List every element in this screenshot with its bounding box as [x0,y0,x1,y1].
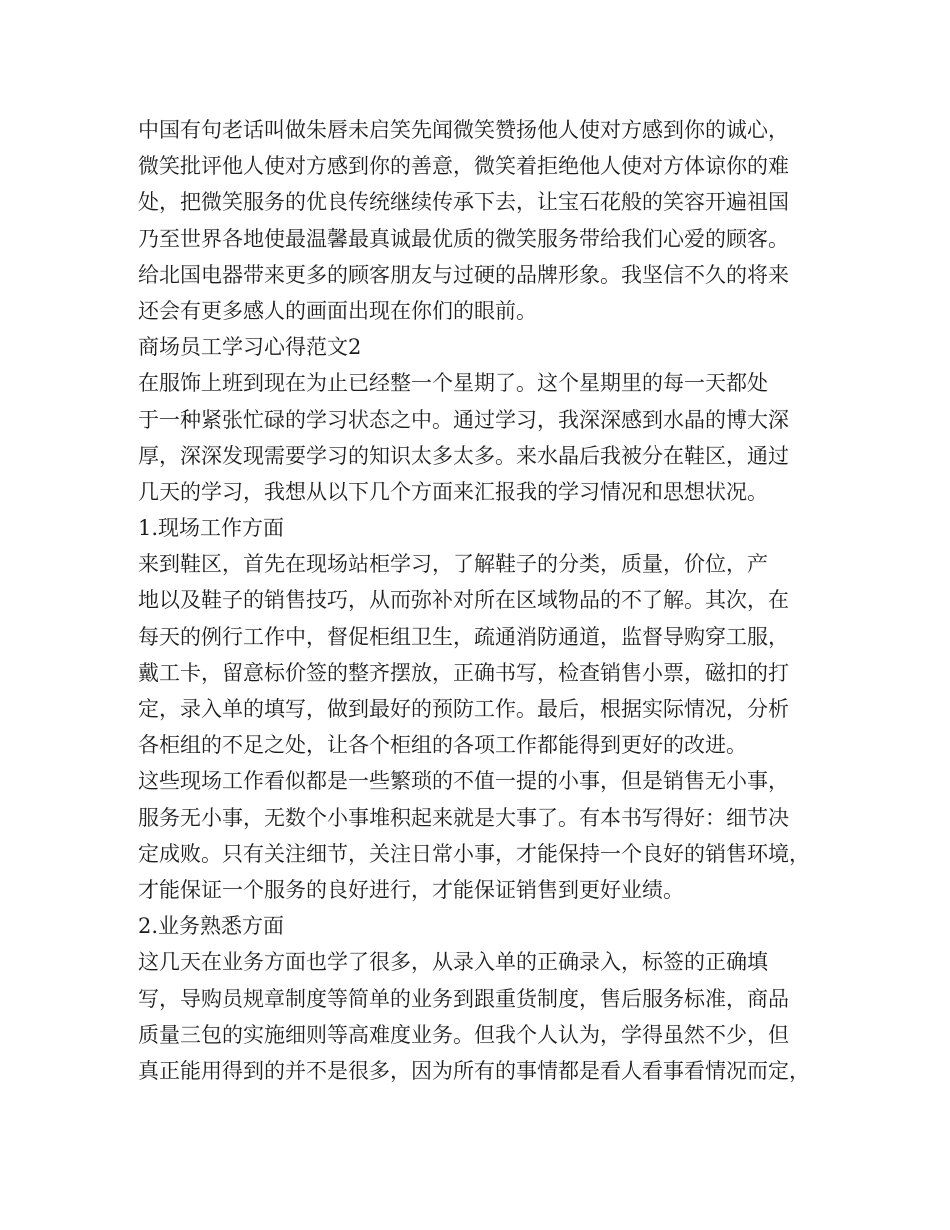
section-heading: 1.现场工作方面 [138,516,285,541]
paragraph-line: 真正能用得到的并不是很多，因为所有的事情都是看人看事看情况而定， [138,1058,810,1083]
paragraph-line: 处，把微笑服务的优良传统继续传承下去，让宝石花般的笑容开遍祖国 [138,190,789,215]
paragraph-line: 在服饰上班到现在为止已经整一个星期了。这个星期里的每一天都处 [138,371,768,396]
article-title: 商场员工学习心得范文2 [138,335,362,360]
paragraph-line: 给北国电器带来更多的顾客朋友与过硬的品牌形象。我坚信不久的将来 [138,262,789,287]
paragraph-line: 质量三包的实施细则等高难度业务。但我个人认为，学得虽然不少，但 [138,1022,789,1047]
paragraph-line: 还会有更多感人的画面出现在你们的眼前。 [138,298,537,323]
paragraph-line: 才能保证一个服务的良好进行，才能保证销售到更好业绩。 [138,877,684,902]
paragraph-line: 每天的例行工作中，督促柜组卫生，疏通消防通道，监督导购穿工服， [138,624,789,649]
paragraph-line: 来到鞋区，首先在现场站柜学习，了解鞋子的分类，质量，价位，产 [138,552,768,577]
paragraph-line: 戴工卡，留意标价签的整齐摆放，正确书写，检查销售小票，磁扣的打 [138,660,789,685]
paragraph-line: 中国有句老话叫做朱唇未启笑先闻微笑赞扬他人使对方感到你的诚心， [138,118,789,142]
paragraph-line: 服务无小事，无数个小事堆积起来就是大事了。有本书写得好：细节决 [138,805,789,830]
paragraph-line: 这些现场工作看似都是一些繁琐的不值一提的小事，但是销售无小事， [138,769,789,794]
paragraph-line: 定，录入单的填写，做到最好的预防工作。最后，根据实际情况，分析 [138,697,789,721]
paragraph-line: 微笑批评他人使对方感到你的善意，微笑着拒绝他人使对方体谅你的难 [138,154,789,179]
paragraph-line: 于一种紧张忙碌的学习状态之中。通过学习，我深深感到水晶的博大深 [138,407,789,432]
paragraph-line: 厚，深深发现需要学习的知识太多太多。来水晶后我被分在鞋区，通过 [138,443,789,468]
document-body [138,112,828,1089]
paragraph-line: 这几天在业务方面也学了很多，从录入单的正确录入，标签的正确填 [138,950,768,975]
paragraph-line: 各柜组的不足之处，让各个柜组的各项工作都能得到更好的改进。 [138,733,747,758]
section-heading: 2.业务熟悉方面 [138,914,285,939]
paragraph-line: 定成败。只有关注细节，关注日常小事，才能保持一个良好的销售环境， [138,841,810,866]
paragraph-line: 写，导购员规章制度等简单的业务到跟重货制度，售后服务标准，商品 [138,986,789,1011]
paragraph-line: 地以及鞋子的销售技巧，从而弥补对所在区域物品的不了解。其次，在 [138,588,789,613]
paragraph-line: 乃至世界各地使最温馨最真诚最优质的微笑服务带给我们心爱的顾客。 [138,226,789,251]
paragraph-line: 几天的学习，我想从以下几个方面来汇报我的学习情况和思想状况。 [138,479,768,504]
